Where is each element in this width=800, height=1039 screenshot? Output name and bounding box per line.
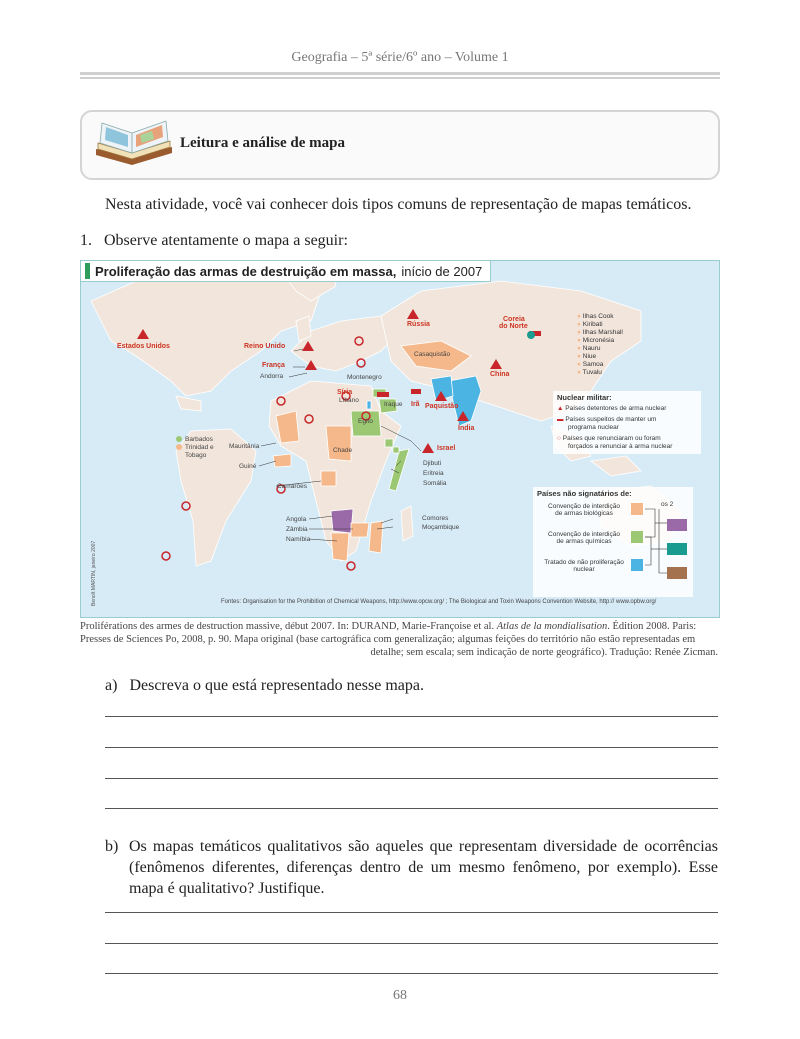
- question-a-label: a): [105, 677, 118, 694]
- question-1: [80, 232, 348, 250]
- section-title: Leitura e análise de mapa: [180, 135, 345, 151]
- map-title: [81, 261, 491, 282]
- legend-nuclear-title: Nuclear militar:: [557, 393, 612, 402]
- label-zambia: Zâmbia: [286, 526, 308, 533]
- label-india: Índia: [458, 425, 475, 432]
- dot-trinidad: [176, 444, 182, 450]
- question-a: [105, 677, 424, 695]
- island-item: ● Samoa: [577, 361, 604, 368]
- mozambique-shape: [369, 521, 383, 553]
- label-egito: Egito: [358, 418, 373, 425]
- answer-line-a2[interactable]: [105, 747, 718, 748]
- angola-shape: [331, 509, 353, 533]
- island-item: ● Micronésia: [577, 337, 615, 344]
- somalia-shape: [389, 449, 409, 491]
- island-item: ● Tuvalu: [577, 369, 602, 376]
- island-item: ● Ilhas Marshall: [577, 329, 623, 336]
- swatch-bio: [631, 503, 643, 515]
- label-mauritania: Mauritânia: [229, 443, 260, 450]
- label-coreia: Coreia: [503, 316, 525, 323]
- chad-shape: [326, 426, 351, 461]
- label-mocambique: Moçambique: [422, 524, 460, 531]
- label-camaroes: Camarões: [277, 483, 307, 490]
- legend-item-suspect: ▬ Países suspeitos de manter um: [557, 416, 657, 423]
- caption-line-3: detalhe; sem escala; sem indicação de norte geográfico). Tradução: Renée Zicman.: [370, 647, 718, 658]
- triangle-israel: [422, 443, 434, 453]
- island-item: ● Niue: [577, 353, 597, 360]
- suspect-siria: [377, 392, 389, 397]
- legend-bio: Convenção de interdição de armas biológicas: [548, 503, 620, 517]
- map-title-bar: [85, 263, 90, 279]
- label-andorra: Andorra: [260, 373, 284, 380]
- question-b-label: b): [105, 838, 119, 855]
- swatch-chem: [631, 531, 643, 543]
- label-franca: França: [262, 362, 285, 369]
- zambia-shape: [351, 523, 369, 537]
- swatch-teal: [667, 543, 687, 555]
- question-1-number: 1.: [80, 232, 92, 249]
- circle-7: [162, 552, 170, 560]
- dot-barbados: [176, 436, 182, 442]
- header-rule: [80, 72, 720, 75]
- page-number: 68: [393, 988, 407, 1003]
- islands-list: [577, 313, 623, 377]
- legend-item-renounced-2: forçados a renunciar à arma nuclear: [568, 443, 673, 450]
- caption-line-1: Proliférations des armes de destruction massive, début 2007. In: DURAND, Marie-Françoise et al. Atlas de la mondialisation. Édition 2008. Paris:: [80, 621, 697, 632]
- book-icon: [92, 113, 176, 169]
- label-angola: Angola: [286, 516, 307, 523]
- label-eua: Estados Unidos: [117, 343, 170, 350]
- label-chade: Chade: [333, 447, 353, 454]
- label-casaquistao: Casaquistão: [414, 351, 451, 358]
- section-box: [80, 110, 720, 180]
- label-paquistao: Paquistão: [425, 403, 459, 410]
- caption-line-2: Presses de Sciences Po, 2008, p. 90. Mapa original (base cartográfica com generalização; algumas feições do território não estão representadas em: [80, 634, 696, 645]
- israel-shape: [367, 401, 371, 409]
- circle-8: [347, 562, 355, 570]
- legend-item-suspect-2: programa nuclear: [568, 424, 619, 431]
- label-guine: Guiné: [239, 463, 257, 470]
- label-ira: Irã: [411, 401, 420, 408]
- answer-line-a1[interactable]: [105, 716, 718, 717]
- legend-treaties: [533, 487, 693, 597]
- question-b: [105, 836, 718, 899]
- intro-paragraph: Nesta atividade, você vai conhecer dois tipos comuns de representação de mapas temáticos.: [105, 196, 692, 213]
- island-item: ● Ilhas Cook: [577, 313, 614, 320]
- label-iraque: Iraque: [384, 401, 403, 408]
- label-tobago: Tobago: [185, 452, 207, 459]
- legend-item-nuclear: ▲ Países detentores de arma nuclear: [557, 405, 667, 412]
- thematic-map: [80, 260, 720, 618]
- legend-os2: os 2: [661, 501, 674, 508]
- label-djibuti: Djibuti: [423, 460, 442, 467]
- swatch-brown: [667, 567, 687, 579]
- answer-line-a3[interactable]: [105, 778, 718, 779]
- island-item: ● Kiribati: [577, 321, 603, 328]
- label-barbados: Barbados: [185, 436, 213, 443]
- map-title-rest: início de 2007: [401, 263, 483, 279]
- legend-connectors: [645, 503, 669, 583]
- guinea-shape: [273, 454, 291, 467]
- legend-npt: Tratado de não proliferação nuclear: [544, 559, 624, 573]
- legend-nuclear: [553, 391, 701, 454]
- map-title-bold: Proliferação das armas de destruição em massa,: [95, 263, 397, 279]
- label-libano: Líbano: [339, 397, 359, 404]
- eritrea-shape: [385, 439, 393, 447]
- label-coreia-2: do Norte: [499, 323, 528, 330]
- question-b-text: Os mapas temáticos qualitativos são aqueles que representam diversidade de ocorrências (fenômenos diferentes, diferenças dentro de um mesmo fenômeno, por exemplo). Esse mapa é qualitativo? Justifique.: [129, 838, 718, 897]
- namibia-shape: [331, 533, 349, 561]
- label-trinidad: Trinidad e: [185, 444, 214, 451]
- swatch-npt: [631, 559, 643, 571]
- label-china: China: [490, 371, 510, 378]
- map-caption: [80, 620, 718, 659]
- header-rule-2: [80, 77, 720, 79]
- answer-line-a4[interactable]: [105, 808, 718, 809]
- question-a-text: Descreva o que está representado nesse mapa.: [129, 677, 424, 694]
- swatch-both: [667, 519, 687, 531]
- map-source: Fontes: Organisation for the Prohibition of Chemical Weapons, http://www.opcw.org/ ; The Biological and Toxin Weapons Convention Website, http:// www.opbw.org/: [221, 599, 657, 605]
- answer-line-b1[interactable]: [105, 912, 718, 913]
- label-somalia: Somália: [423, 480, 447, 487]
- answer-line-b2[interactable]: [105, 943, 718, 944]
- label-siria: Síria: [337, 389, 353, 396]
- legend-chem: Convenção de interdição de armas químicas: [548, 531, 620, 545]
- djibouti-shape: [393, 447, 399, 453]
- label-russia: Rússia: [407, 321, 430, 328]
- cameroon-shape: [321, 471, 336, 486]
- label-reino-unido: Reino Unido: [244, 343, 286, 350]
- island-item: ● Nauru: [577, 345, 601, 352]
- suspect-ira: [411, 389, 421, 394]
- legend-treaties-title: Países não signatários de:: [537, 489, 632, 498]
- question-1-text: Observe atentamente o mapa a seguir:: [104, 232, 348, 249]
- green-dot-coreia: [527, 331, 535, 339]
- legend-item-renounced: ○ Países que renunciaram ou foram: [557, 435, 661, 442]
- label-eritreia: Eritreia: [423, 470, 444, 477]
- label-israel: Israel: [437, 445, 456, 452]
- map-credit: Benoît MARTIN, janeiro 2007: [91, 540, 97, 606]
- answer-line-b3[interactable]: [105, 973, 718, 974]
- running-header: Geografia – 5ª série/6º ano – Volume 1: [291, 50, 509, 65]
- label-namibia: Namíbia: [286, 536, 311, 543]
- label-montenegro: Montenegro: [347, 374, 382, 381]
- label-comores: Comores: [422, 515, 449, 522]
